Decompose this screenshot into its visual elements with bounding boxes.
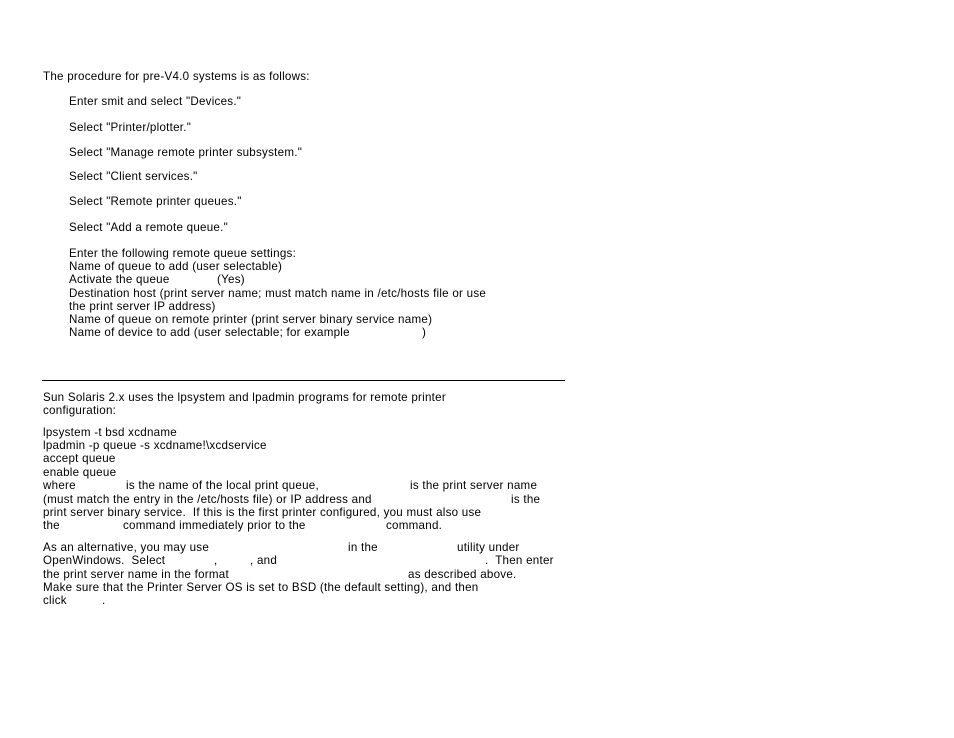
where-text: where [43, 479, 76, 492]
alt-text: . Then enter [485, 554, 554, 567]
alt-text: as described above. [408, 568, 517, 581]
where-text: is the print server name [410, 479, 538, 492]
alt-text: the print server name in the format [43, 568, 229, 581]
command-line: lpsystem -t bsd xcdname [43, 426, 177, 439]
settings-line: Name of device to add (user selectable; for example [69, 326, 350, 339]
alt-text: . [102, 594, 106, 607]
intro-text: The procedure for pre-V4.0 systems is as follows: [43, 70, 310, 83]
where-text: (must match the entry in the /etc/hosts file) or IP address and [43, 493, 372, 506]
alt-text: , [214, 554, 218, 567]
step-item: Enter smit and select "Devices." [69, 95, 242, 108]
where-text: command. [386, 519, 443, 532]
settings-line: Activate the queue [69, 273, 170, 286]
step-item: Select "Printer/plotter." [69, 121, 192, 134]
where-text: command immediately prior to the [123, 519, 306, 532]
settings-line: Destination host (print server name; must match name in /etc/hosts file or use [69, 287, 487, 300]
command-line: enable queue [43, 466, 117, 479]
solaris-intro: Sun Solaris 2.x uses the lpsystem and lpadmin programs for remote printer [43, 391, 446, 404]
settings-line: Name of queue to add (user selectable) [69, 260, 283, 273]
step-item: Select "Remote printer queues." [69, 195, 242, 208]
where-text: print server binary service. If this is the first printer configured, you must also use [43, 506, 482, 519]
settings-heading: Enter the following remote queue settings: [69, 247, 297, 260]
where-text: is the [511, 493, 541, 506]
command-line: accept queue [43, 452, 116, 465]
settings-line-end: ) [422, 326, 427, 339]
where-text: the [43, 519, 60, 532]
step-item: Select "Add a remote queue." [69, 221, 228, 234]
settings-line: Name of queue on remote printer (print server binary service name) [69, 313, 433, 326]
settings-line: the print server IP address) [69, 300, 216, 313]
alt-text: utility under [457, 541, 520, 554]
command-line: lpadmin -p queue -s xcdname!\xcdservice [43, 439, 267, 452]
step-item: Select "Client services." [69, 170, 198, 183]
alt-text: click [43, 594, 67, 607]
alt-text: Make sure that the Printer Server OS is set to BSD (the default setting), and then [43, 581, 479, 594]
alt-text: OpenWindows. Select [43, 554, 166, 567]
solaris-intro-cont: configuration: [43, 404, 117, 417]
alt-text: in the [348, 541, 378, 554]
section-divider [42, 380, 565, 381]
settings-value: (Yes) [217, 273, 245, 286]
alt-text: As an alternative, you may use [43, 541, 210, 554]
alt-text: , and [250, 554, 278, 567]
step-item: Select "Manage remote printer subsystem." [69, 146, 303, 159]
where-text: is the name of the local print queue, [126, 479, 319, 492]
